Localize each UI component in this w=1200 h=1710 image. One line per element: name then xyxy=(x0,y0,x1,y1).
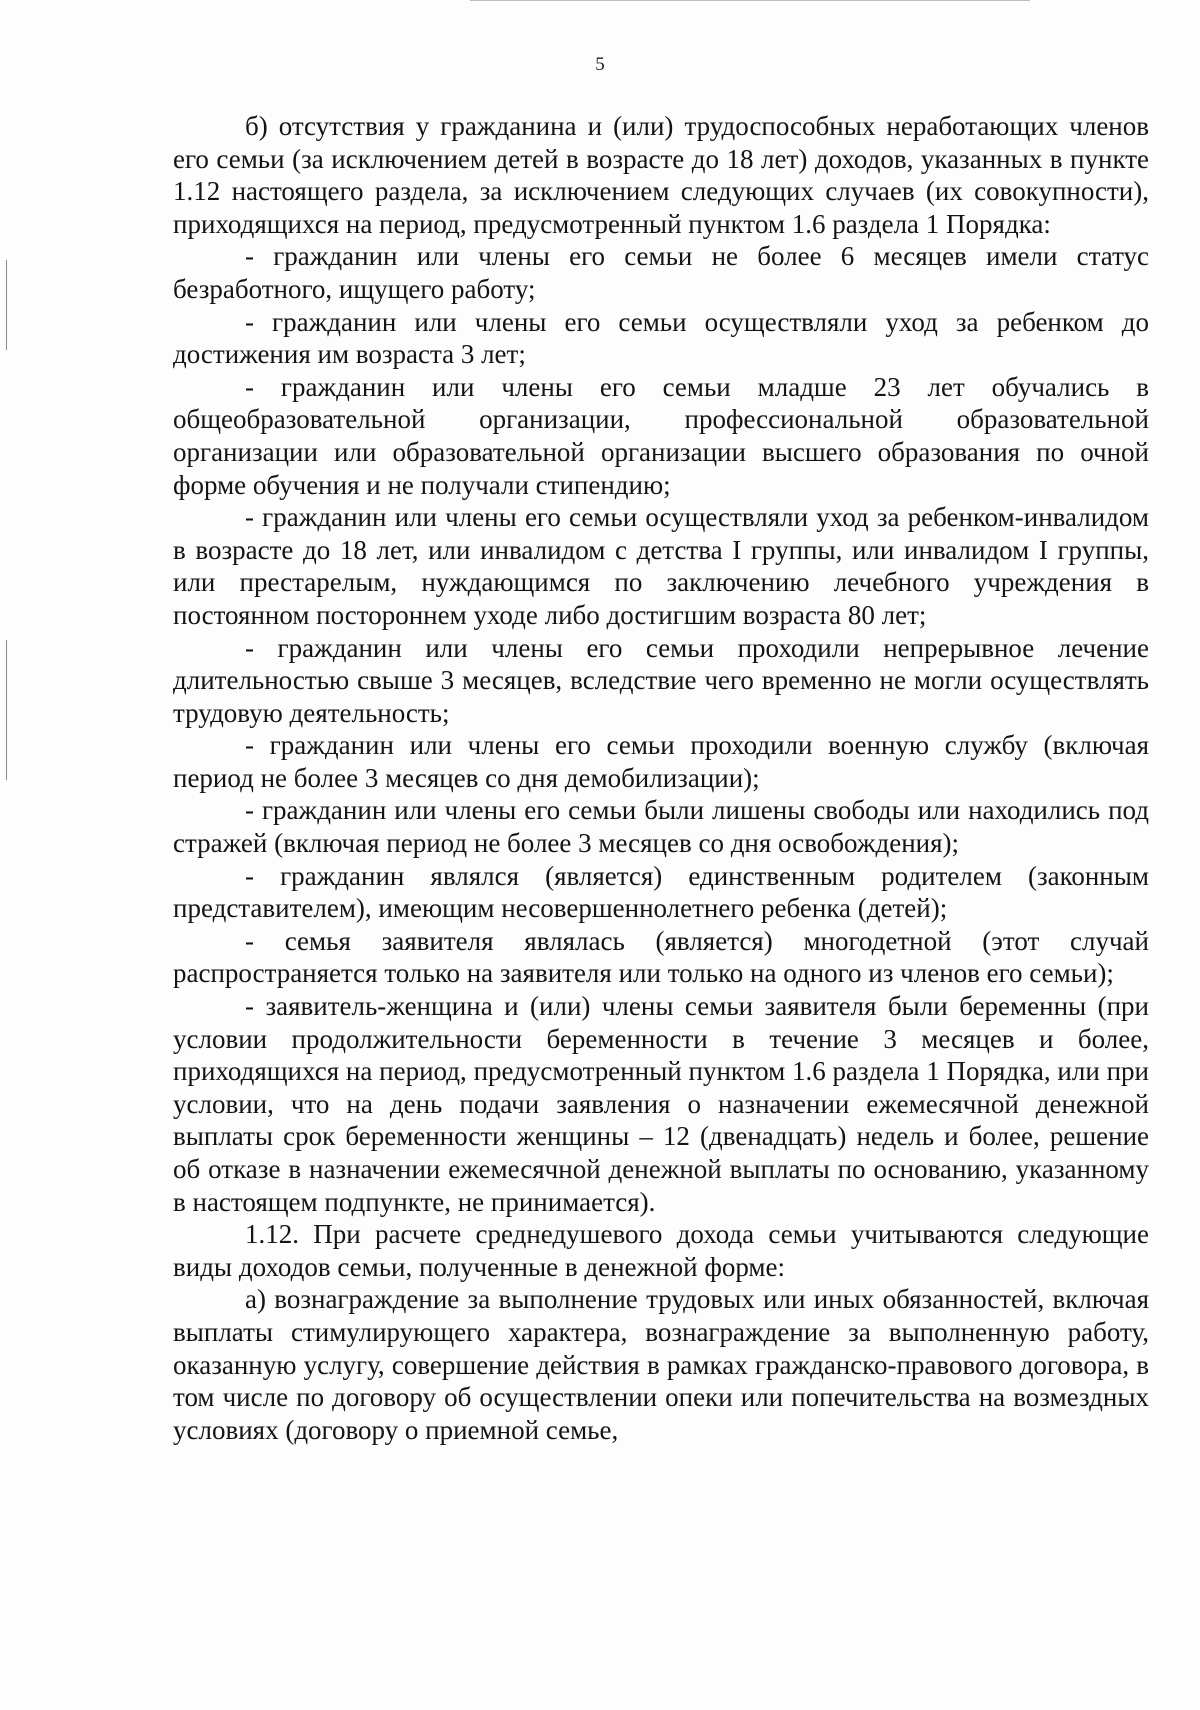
list-item-imprisonment: - гражданин или члены его семьи были лишены свободы или находились под стражей (включая период не более 3 месяцев со дня освобождения); xyxy=(173,795,1149,859)
list-item-unemployed: - гражданин или члены его семьи не более 6 месяцев имели статус безработного, ищущего работу; xyxy=(173,241,1149,304)
list-item-child-care: - гражданин или члены его семьи осуществляли уход за ребенком до достижения им возраста 3 лет; xyxy=(173,306,1149,370)
paragraph-b-absence-of-income: б) отсутствия у гражданина и (или) трудоспособных неработающих членов его семьи (за исключением детей в возрасте до 18 лет) доходов, указанных в пункте 1.12 настоящего раздела, за исключением следующих случаев (их совокупности), приходящихся на период, предусмотренный пунктом 1.6 раздела 1 Порядка: xyxy=(173,111,1149,239)
scan-edge-mark xyxy=(6,640,7,780)
document-body xyxy=(173,110,1149,1446)
list-item-military-service: - гражданин или члены его семьи проходили военную службу (включая период не более 3 месяцев со дня демобилизации); xyxy=(173,730,1149,793)
list-item-large-family: - семья заявителя являлась (является) многодетной (этот случай распространяется только на заявителя или только на одного из членов его семьи); xyxy=(173,925,1149,989)
scan-edge-line xyxy=(470,0,1030,1)
page-number: 5 xyxy=(595,54,605,75)
list-item-disabled-care: - гражданин или члены его семьи осуществляли уход за ребенком-инвалидом в возрасте до 18 лет, или инвалидом с детства I группы, или инвалидом I группы, или престарелым, нуждающимся по заключению лечебного учреждения в постоянном постороннем уходе либо достигшим возраста 80 лет; xyxy=(173,502,1149,630)
list-item-full-time-study: - гражданин или члены его семьи младше 23 лет обучались в общеобразовательной организации, профессиональной образовательной организации или образовательной организации высшего образования по очной форме обучения и не получали стипендию; xyxy=(173,371,1149,500)
list-item-medical-treatment: - гражданин или члены его семьи проходили непрерывное лечение длительностью свыше 3 месяцев, вследствие чего временно не могли осуществлять трудовую деятельность; xyxy=(173,632,1149,728)
paragraph-a-remuneration: а) вознаграждение за выполнение трудовых или иных обязанностей, включая выплаты стимулирующего характера, вознаграждение за выполненную работу, оказанную услугу, совершение действия в рамках гражданско-правового договора, в том числе по договору об осуществлении опеки или попечительства на возмездных условиях (договору о приемной семье, xyxy=(173,1284,1149,1445)
list-item-pregnancy: - заявитель-женщина и (или) члены семьи заявителя были беременны (при условии продолжительности беременности в течение 3 месяцев и более, приходящихся на период, предусмотренный пунктом 1.6 раздела 1 Порядка, или при условии, что на день подачи заявления о назначении ежемесячной денежной выплаты срок беременности женщины – 12 (двенадцать) недель и более, решение об отказе в назначении ежемесячной денежной выплаты по основанию, указанному в настоящем подпункте, не принимается). xyxy=(173,991,1149,1217)
section-1-12-heading: 1.12. При расчете среднедушевого дохода семьи учитываются следующие виды доходов семьи, полученные в денежной форме: xyxy=(173,1219,1149,1282)
list-item-single-parent: - гражданин являлся (является) единственным родителем (законным представителем), имеющим несовершеннолетнего ребенка (детей); xyxy=(173,860,1149,924)
scan-edge-mark xyxy=(6,260,7,350)
